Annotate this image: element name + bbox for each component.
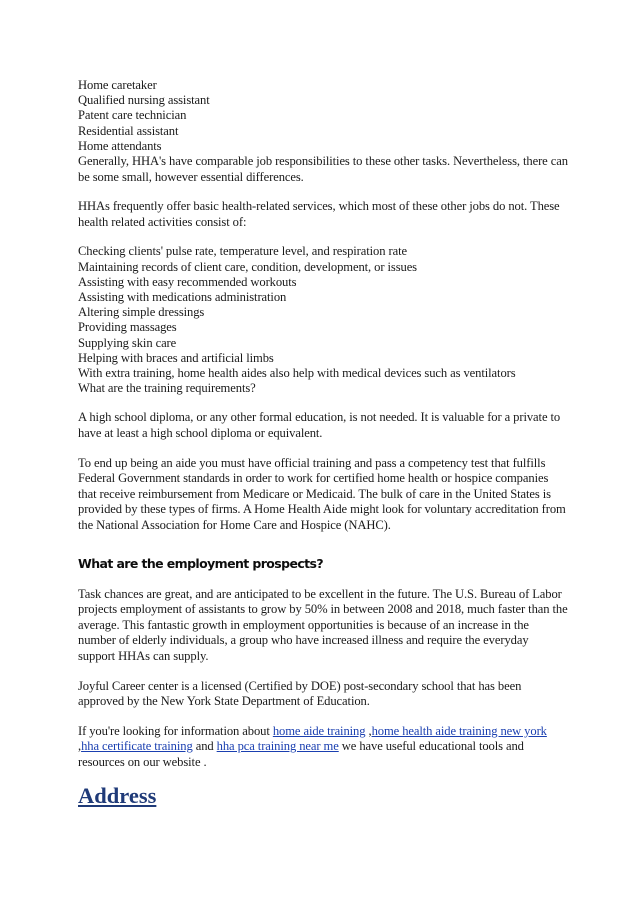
paragraph-health-services: HHAs frequently offer basic health-related services, which most of these other jobs do not. These health related activities consist of: [78, 199, 560, 229]
job-titles-list [78, 78, 568, 154]
list-item: Providing massages [78, 320, 177, 335]
paragraph-training: To end up being an aide you must have official training and pass a competency test that fulfills Federal Government standards in order to work for certified home health or hospice companies that receive reimbursement from Medicare or Medicaid. The bulk of care in the United States is provided by these types of firms. A Home Health Aide might look for voluntary accreditation from the National Association for Home Care and Hospice (NAHC). [78, 455, 566, 532]
resources-text-pre: If you're looking for information about [78, 723, 273, 738]
heading-address: Address [78, 782, 157, 808]
document-body [78, 78, 568, 809]
list-item: Altering simple dressings [78, 305, 205, 320]
list-item: Supplying skin care [78, 335, 177, 350]
list-item: Checking clients' pulse rate, temperature level, and respiration rate [78, 244, 407, 259]
paragraph-resources [78, 724, 568, 771]
list-item: Qualified nursing assistant [78, 93, 210, 108]
list-item: Assisting with medications administration [78, 290, 287, 304]
separator: , [365, 723, 372, 738]
list-item: Residential assistant [78, 123, 179, 138]
link-hha-certificate-training[interactable]: hha certificate training [81, 739, 193, 754]
link-home-health-aide-training-new-york[interactable]: home health aide training new york [371, 723, 547, 738]
list-item: Home caretaker [78, 78, 157, 92]
resources-text-mid: and [192, 739, 217, 754]
list-item: What are the training requirements? [78, 381, 256, 396]
list-item: Maintaining records of client care, condition, development, or issues [78, 259, 417, 274]
list-item: With extra training, home health aides also help with medical devices such as ventilators [78, 366, 516, 381]
list-item: Helping with braces and artificial limbs [78, 350, 274, 365]
paragraph-education: A high school diploma, or any other formal education, is not needed. It is valuable for a private to have at least a high school diploma or equivalent. [78, 410, 561, 441]
link-home-aide-training[interactable]: home aide training [272, 723, 366, 738]
list-item: Home attendants [78, 138, 162, 153]
list-item: Patent care technician [78, 108, 187, 123]
activities-list [78, 244, 568, 396]
list-item: Assisting with easy recommended workouts [78, 274, 297, 289]
link-hha-pca-training-near-me[interactable]: hha pca training near me [216, 739, 339, 754]
paragraph-prospects: Task chances are great, and are anticipated to be excellent in the future. The U.S. Bureau of Labor projects employment of assistants to grow by 50% in between 2008 and 2018, much faster than the average. This fantastic growth in employment opportunities is because of an increase in the number of elderly individuals, a group who have increased illness and require the everyday support HHAs can supply. [78, 586, 568, 663]
resources-text-post: we have useful educational tools and resources on our website . [78, 739, 524, 769]
heading-employment-prospects: What are the employment prospects? [78, 555, 324, 571]
paragraph-school: Joyful Career center is a licensed (Certified by DOE) post-secondary school that has been approved by the New York State Department of Education. [78, 678, 522, 709]
separator: , [78, 739, 82, 754]
paragraph-responsibilities: Generally, HHA's have comparable job responsibilities to these other tasks. Nevertheless, there can be some small, however essential differences. [78, 154, 568, 184]
